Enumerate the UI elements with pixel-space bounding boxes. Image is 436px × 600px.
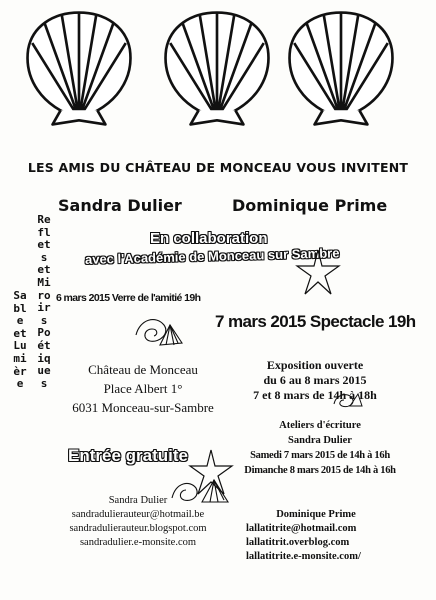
author-dominique-prime: Dominique Prime — [232, 196, 388, 215]
contact-dominique-prime — [246, 508, 386, 564]
contact-dominique-blog[interactable]: lallatitrit.overblog.com — [246, 537, 350, 548]
venue-street: Place Albert 1° — [103, 381, 183, 396]
venue-name: Château de Monceau — [88, 362, 198, 377]
exposition-dates: du 6 au 8 mars 2015 — [263, 373, 367, 387]
contact-sandra-site[interactable]: sandradulier.e-monsite.com — [79, 537, 197, 548]
exposition-block — [240, 358, 390, 403]
collab-line-2: avec l'Académie de Monceau sur Sambre — [84, 245, 340, 267]
contact-sandra-blog[interactable]: sandradulierauteur.blogspot.com — [69, 523, 207, 534]
venue-city: 6031 Monceau-sur-Sambre — [72, 400, 214, 415]
author-sandra-dulier: Sandra Dulier — [58, 196, 182, 215]
contact-dominique-email[interactable]: lallatitrite@hotmail.com — [246, 523, 357, 534]
contact-sandra-email[interactable]: sandradulierauteur@hotmail.be — [71, 509, 205, 520]
scallop-shell-icon — [280, 4, 402, 132]
ateliers-block — [240, 418, 400, 478]
collab-line-1: En collaboration — [150, 230, 268, 247]
contact-dominique-site[interactable]: lallatitrite.e-monsite.com/ — [246, 551, 361, 562]
scallop-shell-icon — [156, 4, 278, 132]
event-verre-de-l-amitie: 6 mars 2015 Verre de l'amitié 19h — [56, 292, 201, 304]
ateliers-host: Sandra Dulier — [288, 435, 352, 446]
entree-gratuite: Entrée gratuite — [68, 446, 188, 465]
ateliers-title: Ateliers d'écriture — [279, 420, 361, 431]
venue-address — [68, 360, 218, 417]
starfish-icon — [295, 248, 341, 301]
contact-dominique-name: Dominique Prime — [276, 509, 356, 520]
vertical-title-reflets-et-miroirs: Reflets et Miroirs Poétiques — [37, 213, 51, 390]
event-spectacle: 7 mars 2015 Spectacle 19h — [215, 312, 416, 331]
ateliers-day1: Samedi 7 mars 2015 de 14h à 16h — [250, 450, 390, 461]
vertical-title-sable-et-lumiere: Sable et Lumière — [13, 289, 27, 391]
exposition-hours: 7 et 8 mars de 14h à 18h — [253, 388, 377, 402]
contact-sandra-dulier — [62, 494, 214, 550]
scallop-shell-icon — [18, 4, 140, 132]
headline: LES AMIS DU CHÂTEAU DE MONCEAU VOUS INVITENT — [27, 160, 409, 175]
seashell-icon — [330, 388, 364, 415]
contact-sandra-name: Sandra Dulier — [108, 495, 168, 506]
ateliers-day2: Dimanche 8 mars 2015 de 14h à 16h — [244, 465, 396, 476]
seashell-icon — [130, 305, 188, 354]
exposition-title: Exposition ouverte — [266, 358, 364, 372]
